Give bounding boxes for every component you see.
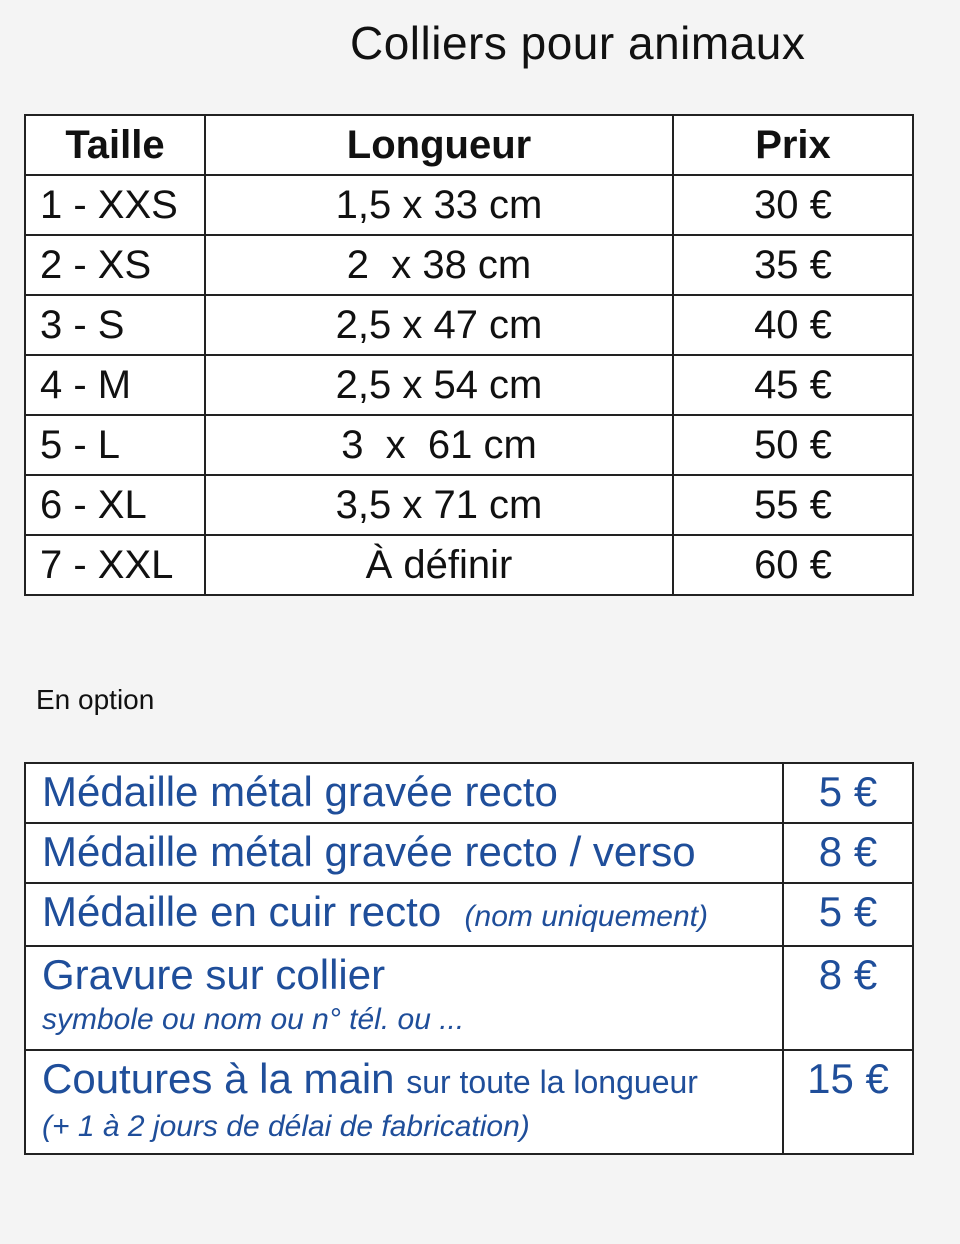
options-label: En option bbox=[36, 684, 155, 715]
length-cell: À définir bbox=[205, 535, 673, 595]
options-table bbox=[24, 762, 914, 1155]
size-cell: 1 - XXS bbox=[25, 175, 205, 235]
table-row bbox=[25, 355, 913, 415]
option-price: 5 € bbox=[783, 763, 913, 823]
option-label: Gravure sur collier bbox=[42, 951, 386, 998]
option-price: 15 € bbox=[783, 1050, 913, 1154]
option-subtext: (+ 1 à 2 jours de délai de fabrication) bbox=[42, 1110, 530, 1143]
header-size: Taille bbox=[25, 115, 205, 175]
price-cell: 55 € bbox=[673, 475, 913, 535]
length-cell: 3,5 x 71 cm bbox=[205, 475, 673, 535]
header-length: Longueur bbox=[205, 115, 673, 175]
table-row bbox=[25, 475, 913, 535]
option-subtext: symbole ou nom ou n° tél. ou ... bbox=[42, 1003, 465, 1036]
price-cell: 40 € bbox=[673, 295, 913, 355]
size-cell: 5 - L bbox=[25, 415, 205, 475]
length-cell: 2,5 x 54 cm bbox=[205, 355, 673, 415]
price-cell: 30 € bbox=[673, 175, 913, 235]
option-inline-note: sur toute la longueur bbox=[406, 1064, 698, 1100]
option-label: Coutures à la main bbox=[42, 1055, 395, 1102]
option-price: 8 € bbox=[783, 946, 913, 1050]
option-description bbox=[25, 1050, 783, 1154]
option-row bbox=[25, 823, 913, 883]
table-row bbox=[25, 295, 913, 355]
option-label: Médaille métal gravée recto bbox=[25, 763, 783, 823]
option-label: Médaille métal gravée recto / verso bbox=[25, 823, 783, 883]
option-price: 8 € bbox=[783, 823, 913, 883]
option-description bbox=[25, 946, 783, 1050]
option-row bbox=[25, 763, 913, 823]
option-price: 5 € bbox=[783, 883, 913, 946]
size-cell: 6 - XL bbox=[25, 475, 205, 535]
size-table bbox=[24, 114, 914, 596]
option-row bbox=[25, 1050, 913, 1154]
size-cell: 2 - XS bbox=[25, 235, 205, 295]
length-cell: 2,5 x 47 cm bbox=[205, 295, 673, 355]
option-note: (nom uniquement) bbox=[464, 900, 708, 933]
option-row bbox=[25, 946, 913, 1050]
option-row bbox=[25, 883, 913, 946]
length-cell: 1,5 x 33 cm bbox=[205, 175, 673, 235]
size-cell: 3 - S bbox=[25, 295, 205, 355]
size-table-header-row bbox=[25, 115, 913, 175]
table-row bbox=[25, 175, 913, 235]
price-cell: 50 € bbox=[673, 415, 913, 475]
length-cell: 3 x 61 cm bbox=[205, 415, 673, 475]
size-cell: 4 - M bbox=[25, 355, 205, 415]
table-row bbox=[25, 235, 913, 295]
length-cell: 2 x 38 cm bbox=[205, 235, 673, 295]
table-row bbox=[25, 415, 913, 475]
price-cell: 60 € bbox=[673, 535, 913, 595]
size-cell: 7 - XXL bbox=[25, 535, 205, 595]
price-cell: 45 € bbox=[673, 355, 913, 415]
table-row bbox=[25, 535, 913, 595]
option-description bbox=[25, 883, 783, 946]
header-price: Prix bbox=[673, 115, 913, 175]
price-cell: 35 € bbox=[673, 235, 913, 295]
option-label: Médaille en cuir recto bbox=[42, 888, 442, 935]
page-title: Colliers pour animaux bbox=[350, 17, 806, 69]
